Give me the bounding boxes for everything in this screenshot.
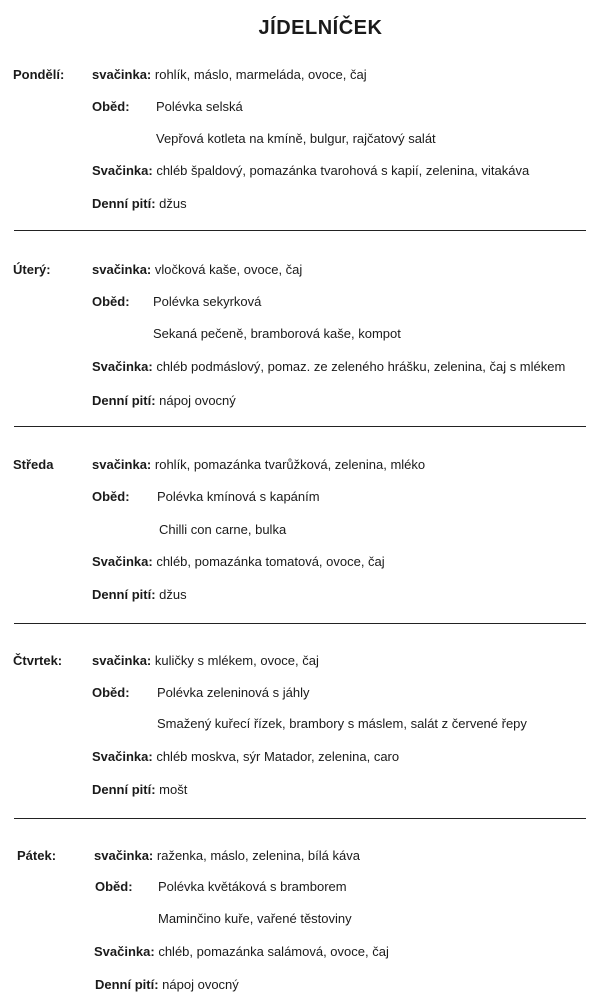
snack-pm-text: chléb moskva, sýr Matador, zelenina, caro — [156, 749, 400, 764]
soup-text: Polévka zeleninová s jáhly — [157, 685, 310, 700]
drink-text: nápoj ovocný — [162, 977, 239, 992]
snack-am-line — [92, 67, 367, 82]
page-title: JÍDELNÍČEK — [258, 17, 383, 39]
drink-label: Denní pití: — [92, 587, 156, 602]
lunch-label: Oběd: — [92, 294, 130, 309]
snack-am-line — [92, 457, 425, 472]
snack-am-text: rohlík, pomazánka tvarůžková, zelenina, mléko — [154, 457, 426, 472]
snack-pm-line — [94, 944, 389, 959]
day-name: Pátek: — [17, 848, 57, 863]
lunch-line — [92, 685, 130, 700]
snack-am-label: svačinka: — [94, 848, 154, 863]
snack-am-text: raženka, máslo, zelenina, bílá káva — [156, 848, 360, 863]
divider — [14, 623, 586, 624]
divider — [14, 818, 586, 819]
drink-label: Denní pití: — [92, 782, 156, 797]
snack-am-label: svačinka: — [92, 653, 152, 668]
lunch-label: Oběd: — [95, 879, 133, 894]
snack-am-label: svačinka: — [92, 457, 152, 472]
lunch-label: Oběd: — [92, 99, 130, 114]
drink-line — [92, 196, 187, 211]
snack-pm-line — [92, 163, 529, 178]
soup-text: Polévka květáková s bramborem — [158, 879, 347, 894]
day-name: Čtvrtek: — [13, 653, 63, 668]
snack-pm-line — [92, 749, 399, 764]
snack-pm-text: chléb podmáslový, pomaz. ze zeleného hrášku, zelenina, čaj s mlékem — [156, 359, 566, 374]
soup-text: Polévka kmínová s kapáním — [157, 489, 320, 504]
drink-label: Denní pití: — [92, 393, 156, 408]
lunch-line — [92, 294, 130, 309]
divider — [14, 426, 586, 427]
snack-am-text: kuličky s mlékem, ovoce, čaj — [154, 653, 319, 668]
snack-pm-label: Svačinka: — [92, 163, 153, 178]
snack-am-label: svačinka: — [92, 67, 152, 82]
drink-text: džus — [159, 587, 187, 602]
lunch-line — [92, 489, 130, 504]
snack-pm-label: Svačinka: — [92, 554, 153, 569]
main-dish-text: Sekaná pečeně, bramborová kaše, kompot — [153, 326, 401, 341]
drink-text: mošt — [159, 782, 188, 797]
snack-pm-label: Svačinka: — [92, 359, 153, 374]
snack-pm-line — [92, 554, 385, 569]
lunch-label: Oběd: — [92, 489, 130, 504]
main-dish-text: Smažený kuřecí řízek, brambory s máslem, salát z červené řepy — [157, 716, 527, 731]
snack-am-text: rohlík, máslo, marmeláda, ovoce, čaj — [154, 67, 367, 82]
drink-line — [92, 587, 187, 602]
drink-label: Denní pití: — [92, 196, 156, 211]
snack-am-line — [94, 848, 360, 863]
main-dish-text: Maminčino kuře, vařené těstoviny — [158, 911, 352, 926]
snack-am-label: svačinka: — [92, 262, 152, 277]
snack-am-text: vločková kaše, ovoce, čaj — [154, 262, 303, 277]
day-name: Úterý: — [13, 262, 51, 277]
snack-pm-label: Svačinka: — [92, 749, 153, 764]
soup-text: Polévka selská — [156, 99, 243, 114]
drink-label: Denní pití: — [95, 977, 159, 992]
drink-text: džus — [159, 196, 187, 211]
snack-am-line — [92, 262, 302, 277]
lunch-line — [95, 879, 133, 894]
drink-line — [92, 393, 236, 408]
snack-pm-text: chléb, pomazánka tomatová, ovoce, čaj — [156, 554, 385, 569]
main-dish-text: Vepřová kotleta na kmíně, bulgur, rajčatový salát — [156, 131, 436, 146]
drink-line — [95, 977, 239, 992]
lunch-line — [92, 99, 130, 114]
snack-pm-text: chléb, pomazánka salámová, ovoce, čaj — [158, 944, 389, 959]
day-name: Pondělí: — [13, 67, 65, 82]
lunch-label: Oběd: — [92, 685, 130, 700]
snack-pm-line — [92, 359, 565, 374]
snack-pm-label: Svačinka: — [94, 944, 155, 959]
soup-text: Polévka sekyrková — [153, 294, 262, 309]
snack-am-line — [92, 653, 319, 668]
snack-pm-text: chléb špaldový, pomazánka tvarohová s kapií, zelenina, vitakáva — [156, 163, 530, 178]
day-name: Středa — [13, 457, 54, 472]
divider — [14, 230, 586, 231]
main-dish-text: Chilli con carne, bulka — [159, 522, 287, 537]
drink-line — [92, 782, 187, 797]
drink-text: nápoj ovocný — [159, 393, 236, 408]
